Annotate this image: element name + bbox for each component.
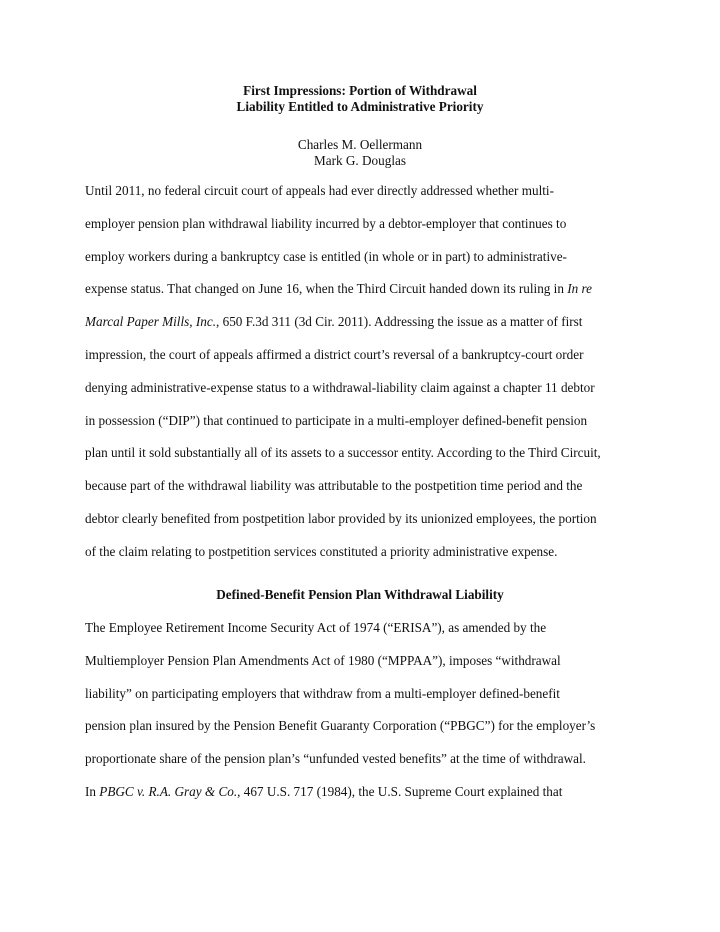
text-run: In (85, 783, 100, 799)
text-run: employer pension plan withdrawal liability incurred by a debtor-employer that continues to (85, 215, 567, 231)
text-run: The Employee Retirement Income Security Act of 1974 (“ERISA”), as amended by the (85, 620, 547, 635)
text-line (85, 751, 655, 784)
text-line (85, 347, 655, 380)
title-line-1: First Impressions: Portion of Withdrawal (243, 83, 477, 98)
text-run: plan until it sold substantially all of its assets to a successor entity. According to the Third Circuit, (85, 445, 601, 461)
text-line (85, 686, 655, 719)
text-run: , 650 F.3d 311 (3d Cir. 2011). Addressing the issue as a matter of first (216, 314, 583, 330)
case-name-italic: PBGC v. R.A. Gray & Co. (99, 783, 238, 799)
author-name: Charles M. Oellermann (297, 137, 423, 152)
text-run: proportionate share of the pension plan’s “unfunded vested benefits” at the time of withdrawal. (85, 751, 586, 767)
text-line (85, 413, 655, 446)
text-line (85, 478, 655, 511)
text-line (85, 445, 655, 478)
text-run: Multiemployer Pension Plan Amendments Act of 1980 (“MPPAA”), imposes “withdrawal (85, 652, 561, 668)
text-line (85, 544, 655, 577)
text-run: because part of the withdrawal liability was attributable to the postpetition time period and the (85, 478, 583, 494)
text-line (85, 380, 655, 413)
text-line (85, 784, 655, 817)
case-name-italic: In re (567, 281, 593, 297)
text-line (85, 511, 655, 544)
text-run: employ workers during a bankruptcy case is entitled (in whole or in part) to administrative- (85, 248, 567, 264)
text-run: debtor clearly benefited from postpetition labor provided by its unionized employees, the portion (85, 510, 597, 526)
text-run: , 467 U.S. 717 (1984), the U.S. Supreme Court explained that (237, 783, 563, 799)
document-title (0, 83, 720, 115)
text-run: impression, the court of appeals affirmed a district court’s reversal of a bankruptcy-court order (85, 346, 584, 362)
text-line (85, 183, 655, 216)
paragraph-erisa (85, 620, 655, 817)
paragraph-intro (85, 183, 655, 577)
text-line (85, 314, 655, 347)
author-name: Mark G. Douglas (314, 153, 406, 168)
text-line (85, 620, 655, 653)
text-line (85, 216, 655, 249)
text-line (85, 653, 655, 686)
text-run: denying administrative-expense status to a withdrawal-liability claim against a chapter 11 debtor (85, 379, 595, 395)
text-run: pension plan insured by the Pension Benefit Guaranty Corporation (“PBGC”) for the employer’s (85, 718, 596, 734)
text-line (85, 718, 655, 751)
author-list (0, 137, 720, 169)
title-line-2: Liability Entitled to Administrative Priority (236, 99, 484, 114)
text-run: liability” on participating employers that withdraw from a multi-employer defined-benefit (85, 685, 560, 701)
text-line (85, 281, 655, 314)
text-run: expense status. That changed on June 16, when the Third Circuit handed down its ruling in (85, 281, 568, 297)
text-run: in possession (“DIP”) that continued to participate in a multi-employer defined-benefit pension (85, 412, 588, 428)
text-run: of the claim relating to postpetition services constituted a priority administrative expense. (85, 543, 558, 559)
text-line (85, 249, 655, 282)
case-name-italic: Marcal Paper Mills, Inc. (85, 314, 216, 330)
text-run: Until 2011, no federal circuit court of appeals had ever directly addressed whether multi- (85, 183, 554, 198)
section-heading: Defined-Benefit Pension Plan Withdrawal Liability (216, 587, 504, 602)
